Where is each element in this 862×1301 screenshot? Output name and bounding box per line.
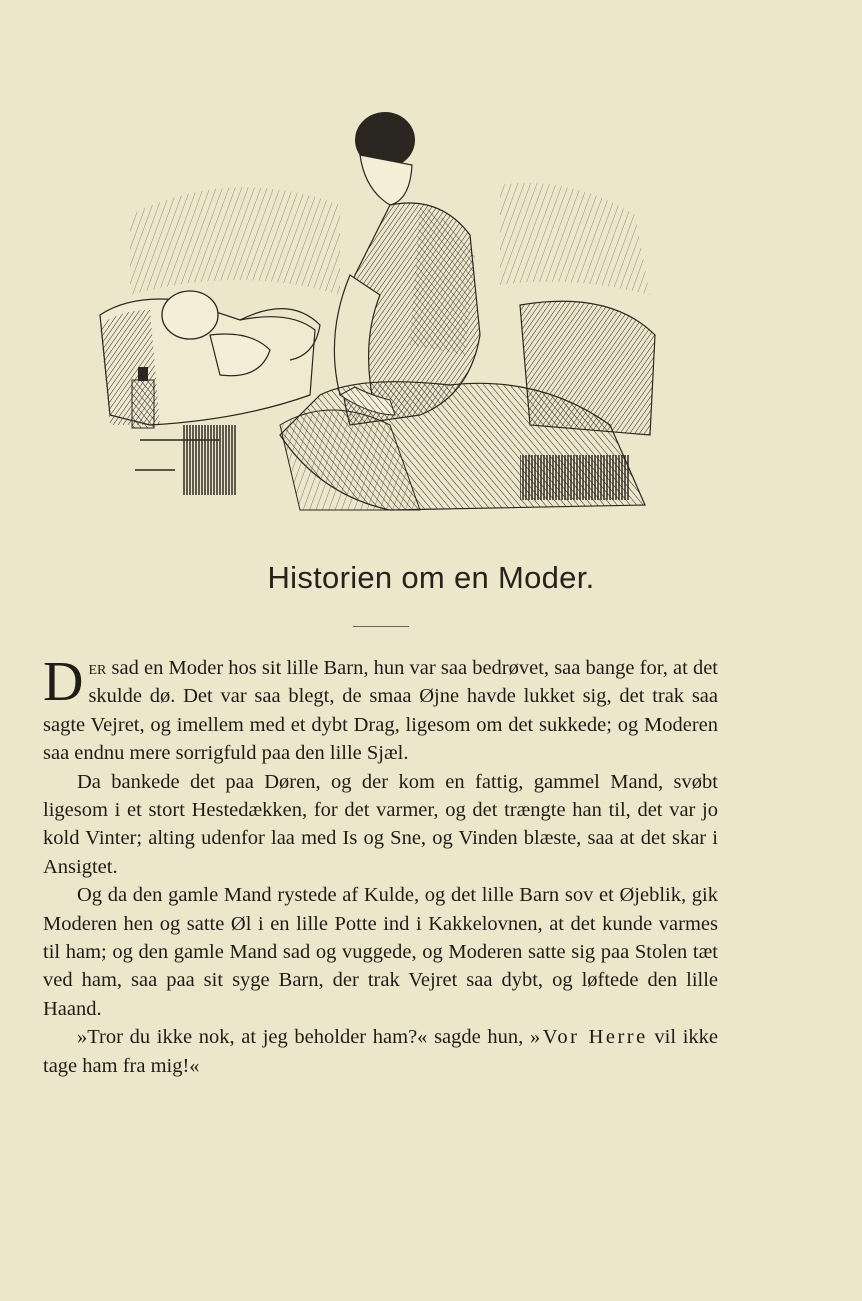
paragraph-4: [43, 1023, 718, 1080]
drop-cap: D: [43, 651, 84, 713]
chapter-title: Historien om en Moder.: [267, 560, 595, 595]
body-text: [43, 651, 718, 1080]
paragraph-4-spaced: »Vor Herre: [529, 1026, 648, 1049]
paragraph-1: [43, 651, 718, 768]
drop-cap-lead: er: [88, 657, 107, 679]
title-divider: [353, 626, 409, 627]
paragraph-1-text: sad en Moder hos sit lille Barn, hun var saa bedrøvet, saa bange for, at det skulde dø. Det var saa blegt, de smaa Øjne havde lukket sig, det trak saa sagte Vejret, og imellem med et dybt Drag, ligesom om det sukkede; og Moderen saa endnu mere sorrigfuld paa den lille Sjæl.: [43, 657, 718, 765]
paragraph-4-end: vil ikke tage ham fra mig!«: [43, 1026, 718, 1077]
paragraph-2: Da bankede det paa Døren, og der kom en fattig, gammel Mand, svøbt ligesom i et stort Hestedækken, for det varmer, og det trængte han til, det var jo kold Vinter; alting udenfor laa med Is og Sne, og Vinden blæste, saa at det skar i Ansigtet.: [43, 770, 718, 878]
paragraph-4-text: »Tror du ikke nok, at jeg beholder ham?« sagde hun,: [77, 1026, 530, 1049]
mother-child-engraving: [90, 95, 665, 515]
paragraph-3: Og da den gamle Mand rystede af Kulde, og det lille Barn sov et Øjeblik, gik Moderen hen og satte Øl i en lille Potte ind i Kakkelovnen, at det kunde varmes til ham; og den gamle Mand sad og vuggede, og Moderen satte sig paa Stolen tæt ved ham, saa paa sit syge Barn, der trak Vejret saa dybt, og løftede den lille Haand.: [43, 884, 718, 1020]
